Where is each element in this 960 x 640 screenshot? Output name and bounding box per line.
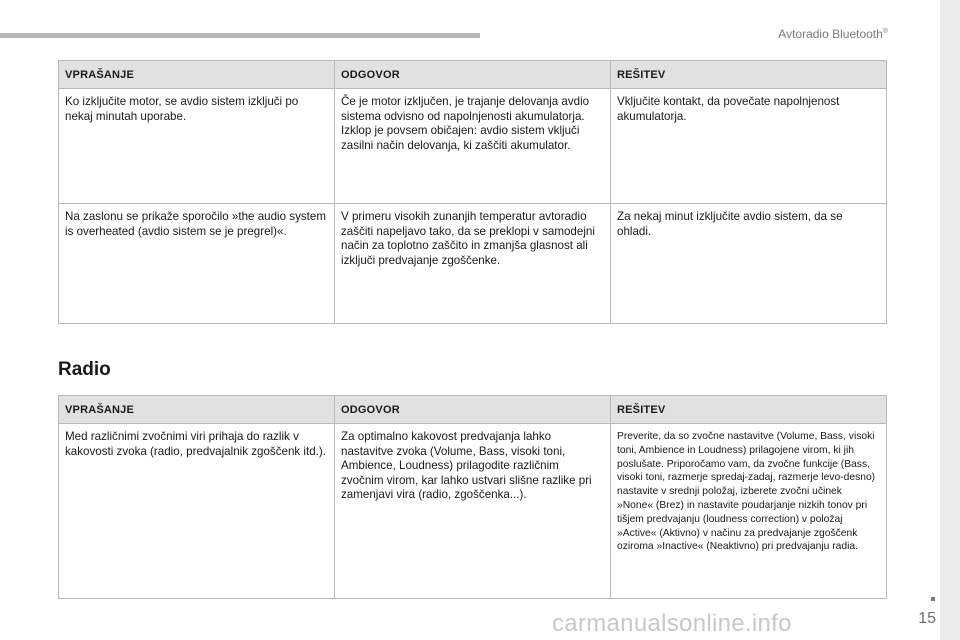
side-margin-strip	[940, 0, 960, 640]
registered-mark: ®	[882, 28, 888, 35]
column-header-question: VPRAŠANJE	[59, 61, 335, 89]
column-header-solution: REŠITEV	[611, 61, 887, 89]
page-bullet-marker	[931, 597, 935, 601]
faq-table-radio	[58, 395, 887, 599]
column-header-solution: REŠITEV	[611, 396, 887, 424]
header-title-text: Avtoradio Bluetooth	[778, 27, 883, 41]
column-header-answer: ODGOVOR	[335, 61, 611, 89]
watermark-text: carmanualsonline.info	[552, 610, 792, 637]
solution-cell: Za nekaj minut izključite avdio sistem, da se ohladi.	[611, 204, 887, 324]
table-row	[59, 89, 887, 204]
answer-cell: Če je motor izključen, je trajanje delovanja avdio sistema odvisno od napolnjenosti akumulatorja. Izklop je povsem običajen: avdio sistem vključi zasilni način delovanja, ki zaščiti akumulator.	[335, 89, 611, 204]
solution-cell: Preverite, da so zvočne nastavitve (Volume, Bass, visoki toni, Ambience in Loudness) prilagojene virom, ki jih poslušate. Priporočamo vam, da zvočne funkcije (Bass, visoki toni, razmerje spredaj-zadaj, razmerje levo-desno) nastavite v srednji položaj, izberete zvočni učinek »None« (Brez) in nastavite poudarjanje nizkih tonov pri tišjem predvajanju (loudness correction) v položaj »Active« (Aktivno) v načinu za predvajanje zgoščenk oziroma »Inactive« (Neaktivno) pri predvajanju radia.	[611, 424, 887, 599]
answer-cell: Za optimalno kakovost predvajanja lahko nastavitve zvoka (Volume, Bass, visoki toni, Ambience, Loudness) prilagodite različnim zvočnim virom, kar lahko ustvari slišne razlike pri zamenjavi vira (radio, zgoščenka...).	[335, 424, 611, 599]
table-header-row	[59, 396, 887, 424]
column-header-question: VPRAŠANJE	[59, 396, 335, 424]
solution-cell: Vključite kontakt, da povečate napolnjenost akumulatorja.	[611, 89, 887, 204]
header-rule	[0, 33, 480, 38]
table-row	[59, 204, 887, 324]
question-cell: Ko izključite motor, se avdio sistem izključi po nekaj minutah uporabe.	[59, 89, 335, 204]
page-header-title	[778, 27, 888, 41]
question-cell: Med različnimi zvočnimi viri prihaja do razlik v kakovosti zvoka (radio, predvajalnik zgoščenk itd.).	[59, 424, 335, 599]
section-title-radio: Radio	[58, 359, 111, 380]
table-row	[59, 424, 887, 599]
table-header-row	[59, 61, 887, 89]
question-cell: Na zaslonu se prikaže sporočilo »the audio system is overheated (avdio sistem se je pregrel)«.	[59, 204, 335, 324]
faq-table-general	[58, 60, 887, 324]
column-header-answer: ODGOVOR	[335, 396, 611, 424]
answer-cell: V primeru visokih zunanjih temperatur avtoradio zaščiti napeljavo tako, da se preklopi v samodejni način za toplotno zaščito in zmanjša glasnost ali izključi predvajanje zgoščenke.	[335, 204, 611, 324]
page-number: 15	[918, 610, 936, 627]
